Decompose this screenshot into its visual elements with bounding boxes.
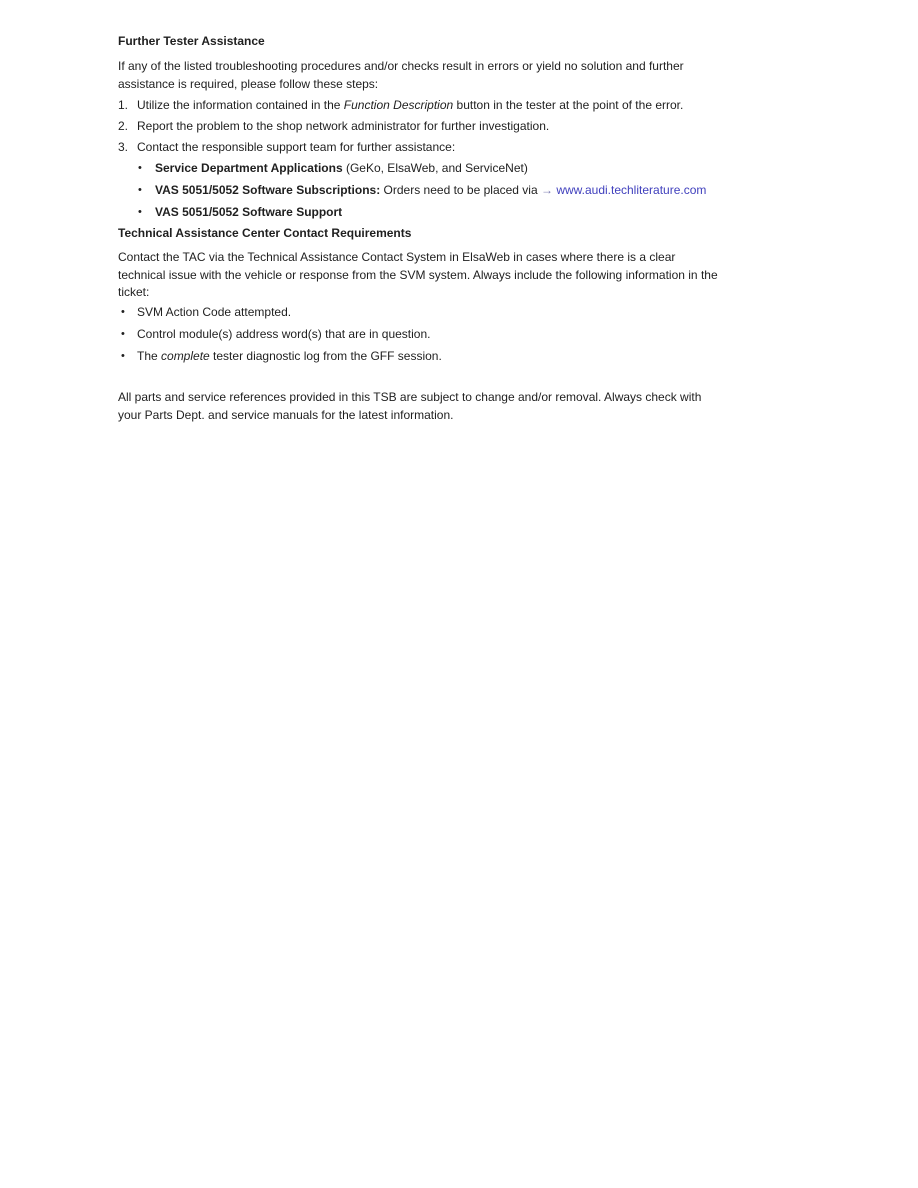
bullet-icon: •: [138, 184, 142, 196]
bullet-text: [137, 326, 430, 344]
techliterature-link[interactable]: www.audi.techliterature.com: [556, 183, 707, 197]
list-item-diagnostic-log: [121, 348, 818, 366]
paragraph-line: Contact the TAC via the Technical Assistance Contact System in ElsaWeb in cases where there is a clear: [118, 250, 676, 264]
step-text-segment: button in the tester at the point of the error.: [453, 98, 684, 112]
support-bullet-list: [118, 160, 818, 222]
list-item-step-1: [118, 97, 818, 115]
section-heading-further-tester-assistance: Further Tester Assistance: [118, 34, 265, 48]
list-item-step-3: [118, 139, 818, 157]
bullet-icon: •: [121, 327, 125, 340]
list-item-service-dept-applications: [138, 160, 818, 178]
bullet-text: [137, 348, 442, 366]
bullet-text-segment: (GeKo, ElsaWeb, and ServiceNet): [342, 161, 528, 175]
bullet-icon: •: [121, 305, 125, 318]
tac-bullet-list: [118, 304, 818, 366]
paragraph-line: technical issue with the vehicle or response from the SVM system. Always include the following information in the: [118, 267, 718, 282]
numbered-step-list: [118, 97, 818, 157]
step-text: [137, 139, 455, 157]
document-content: [118, 34, 818, 424]
bullet-text-bold: Service Department Applications: [155, 161, 343, 175]
bullet-icon: •: [121, 349, 125, 362]
step-text-segment: Report the problem to the shop network administrator for further investigation.: [137, 119, 550, 133]
step-number: 2.: [118, 119, 129, 133]
paragraph-line: If any of the listed troubleshooting procedures and/or checks result in errors or yield no solution and further: [118, 59, 684, 73]
bullet-text-segment: Orders need to be placed via: [380, 183, 541, 197]
paragraph-line: All parts and service references provided in this TSB are subject to change and/or removal. Always check with: [118, 390, 702, 404]
paragraph-line: assistance is required, please follow these steps:: [118, 76, 379, 91]
tac-paragraph: [118, 249, 818, 302]
bullet-text: [137, 304, 291, 322]
bullet-text: [155, 204, 342, 222]
step-text-segment: Contact the responsible support team for further assistance:: [137, 140, 456, 154]
section-heading-tac-contact-requirements: Technical Assistance Center Contact Requirements: [118, 226, 412, 240]
list-item-control-modules: [121, 326, 818, 344]
bullet-text-segment: The: [137, 348, 162, 363]
bullet-text-bold: VAS 5051/5052 Software Support: [155, 205, 343, 219]
list-item-svm-action-code: [121, 304, 818, 322]
arrow-icon: →: [540, 183, 557, 197]
bullet-text: [155, 160, 528, 178]
list-item-step-2: [118, 118, 818, 136]
list-item-software-support: [138, 204, 818, 222]
step-text: [137, 97, 683, 115]
step-number: 1.: [118, 98, 129, 112]
bullet-text: [155, 182, 706, 200]
disclaimer-paragraph: [118, 389, 818, 424]
bullet-text-segment: tester diagnostic log from the GFF session.: [209, 348, 442, 363]
bullet-text-bold: VAS 5051/5052 Software Subscriptions:: [155, 183, 381, 197]
list-item-software-subscriptions: [138, 182, 818, 200]
step-text: [137, 118, 549, 136]
bullet-text-segment: SVM Action Code attempted.: [137, 304, 292, 319]
bullet-icon: •: [138, 206, 142, 218]
step-text-segment: Utilize the information contained in the: [137, 98, 344, 112]
step-number: 3.: [118, 140, 129, 154]
paragraph-line: your Parts Dept. and service manuals for the latest information.: [118, 407, 454, 422]
bullet-text-segment: Control module(s) address word(s) that are in question.: [137, 326, 431, 341]
intro-paragraph: [118, 58, 818, 93]
step-text-italic: Function Description: [343, 98, 454, 112]
bullet-text-italic: complete: [161, 348, 210, 363]
bullet-icon: •: [138, 162, 142, 174]
paragraph-line: ticket:: [118, 285, 150, 299]
